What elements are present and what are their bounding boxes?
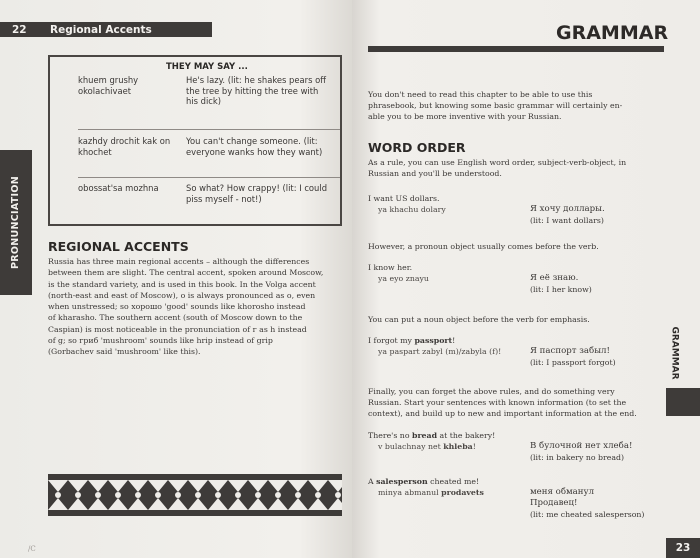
example-russian: меня обманул	[530, 487, 595, 497]
phrase-text: kazhdy drochit kak on khochet	[78, 136, 171, 157]
text-line: You don't need to read this chapter to be able to use this	[368, 90, 593, 99]
grammar-side-tab	[666, 388, 700, 416]
left-page-number: 22	[12, 23, 27, 36]
right-page-number: 23	[666, 538, 700, 558]
example-english: I want US dollars.	[368, 194, 440, 203]
example-literal: (lit: I her know)	[530, 285, 592, 294]
english-part: !	[452, 336, 456, 345]
text-line: As a rule, you can use English word order, subject-verb-object, in	[368, 158, 627, 167]
regional-accents-body	[48, 256, 342, 358]
regional-accents-heading: REGIONAL ACCENTS	[48, 239, 189, 254]
english-emphasis: salesperson	[376, 477, 428, 486]
example-english	[368, 476, 479, 487]
text-line: is the standard variety, and is used in this book. In the Volga accent	[48, 279, 316, 289]
english-part: at the bakery!	[437, 431, 496, 440]
word-order-heading: WORD ORDER	[368, 140, 466, 155]
text-line: Russian and you'll be understood.	[368, 169, 502, 178]
phrase-text: khuem grushy okolachivaet	[78, 75, 139, 96]
example-english	[368, 335, 455, 346]
text-line: Russian. Start your sentences with known information (to set the	[368, 398, 627, 407]
grammar-tab-label-text: GRAMMAR	[670, 326, 680, 380]
footer-fragment: /C	[28, 545, 36, 553]
example-russian: Я её знаю.	[530, 273, 579, 283]
text-line: (Gorbachev said 'mushroom' like this).	[48, 347, 201, 357]
text-line: Russia has three main regional accents – although the differences	[48, 257, 310, 266]
english-part: I forgot my	[368, 336, 415, 345]
example-russian: Я паспорт забыл!	[530, 346, 610, 356]
example-russian: В булочной нет хлеба!	[530, 441, 633, 451]
phrase-meaning: You can't change someone. (lit: everyone wanks how they want)	[186, 136, 323, 157]
example-literal: (lit: I passport forgot)	[530, 358, 616, 367]
text-line: of g; so гриб 'mushroom' sounds like hrip instead of grip	[48, 336, 273, 346]
emphasis-rule: You can put a noun object before the verb for emphasis.	[368, 315, 590, 324]
example-english: I know her.	[368, 263, 413, 272]
pronunciation-tab-label: PRONUNCIATION	[10, 175, 22, 270]
text-line: context), and build up to new and important information at the end.	[368, 409, 637, 418]
example-literal: (lit: I want dollars)	[530, 216, 604, 225]
translit-part: minya abmanul	[378, 488, 442, 497]
example-russian-continued: Продавец!	[530, 498, 578, 508]
example-transliteration	[378, 487, 484, 498]
pronoun-rule: However, a pronoun object usually comes before the verb.	[368, 242, 599, 251]
word-order-body	[368, 157, 660, 179]
translit-part: v bulachnay net	[378, 442, 444, 451]
phrase-meaning: So what? How crappy! (lit: I could piss myself - not!)	[186, 183, 328, 204]
english-part: A	[368, 477, 377, 486]
text-line: Finally, you can forget the above rules, and do something very	[368, 387, 615, 396]
text-line: (north-east and east of Moscow), o is always pronounced as o, even	[48, 290, 316, 300]
left-header-title: Regional Accents	[50, 23, 152, 36]
text-line: Caspian) is most noticeable in the pronunciation of г as h instead	[48, 324, 307, 334]
example-russian: Я хочу доллары.	[530, 204, 605, 214]
text-line: of kharasho. The southern accent (south of Moscow down to the	[48, 313, 303, 323]
translit-emphasis: prodavets	[441, 488, 484, 497]
decorative-border-ornament	[48, 474, 342, 516]
translit-part: !	[472, 442, 476, 451]
title-underline-bar	[368, 46, 664, 52]
text-line: able you to be more inventive with your Russian.	[368, 112, 562, 121]
english-part: cheated me!	[427, 477, 480, 486]
example-english	[368, 430, 495, 441]
english-emphasis: bread	[412, 431, 438, 440]
left-page-header	[0, 22, 212, 37]
phrase-meaning: He's lazy. (lit: he shakes pears off the tree by hitting the tree with his dick)	[186, 75, 327, 106]
example-transliteration: ya khachu dolary	[378, 205, 446, 214]
translit-emphasis: khleba	[443, 442, 473, 451]
grammar-intro	[368, 89, 660, 122]
phrase-text: obossat'sa mozhna	[78, 183, 159, 193]
text-line: between them are slight. The central accent, spoken around Moscow,	[48, 268, 324, 278]
row-divider	[78, 129, 340, 130]
example-literal: (lit: me cheated salesperson)	[530, 510, 645, 519]
example-transliteration	[378, 441, 476, 452]
example-transliteration: ya eyo znayu	[378, 274, 429, 283]
row-divider	[78, 177, 340, 178]
finally-rule	[368, 386, 660, 419]
box-title: THEY MAY SAY ...	[166, 62, 248, 72]
example-literal: (lit: in bakery no bread)	[530, 453, 625, 462]
pronunciation-side-tab	[0, 150, 32, 295]
grammar-side-tab-label	[663, 318, 687, 388]
english-emphasis: passport	[414, 336, 453, 345]
text-line: phrasebook, but knowing some basic grammar will certainly en-	[368, 101, 623, 110]
grammar-title: GRAMMAR	[556, 22, 669, 44]
text-line: when unstressed; so хорошо 'good' sounds like khorosho instead	[48, 302, 306, 312]
they-may-say-box	[48, 55, 342, 226]
english-part: There's no	[368, 431, 412, 440]
example-transliteration: ya paspart zabyl (m)/zabyla (f)!	[378, 347, 502, 356]
